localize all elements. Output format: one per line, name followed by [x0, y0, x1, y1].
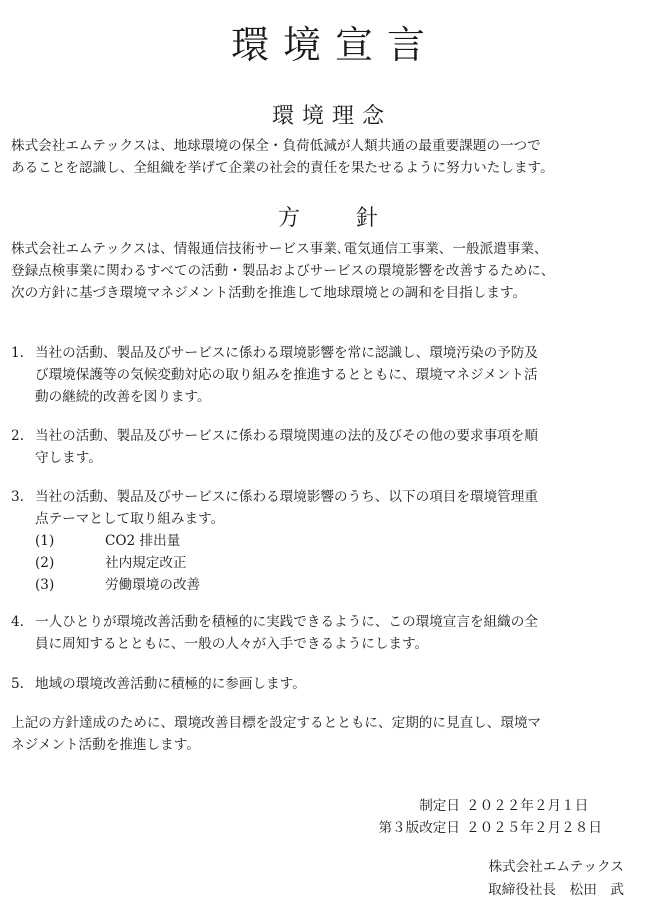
- policy-item-text: 当社の活動、製品及びサービスに係わる環境影響のうち、以下の項目を環境管理重 点テーマとして取り組みます。: [35, 489, 538, 527]
- policy-item-4: [11, 611, 641, 655]
- policy-item-3: [11, 486, 641, 596]
- philosophy-heading: 環境理念: [271, 104, 392, 129]
- subitem-number: (1): [35, 533, 55, 549]
- policy-heading: 方針: [277, 206, 434, 231]
- established-date-label: 制定日: [419, 798, 460, 814]
- policy-item-text: 一人ひとりが環境改善活動を積極的に実践できるように、この環境宣言を組織の全 員に周知するとともに、一般の人々が入手できるようにします。: [35, 614, 538, 652]
- subitem-number: (3): [35, 577, 55, 593]
- policy-item-number: 3.: [11, 489, 24, 505]
- closing-text: 上記の方針達成のために、環境改善目標を設定するとともに、定期的に見直し、環境マ ネジメント活動を推進します。: [11, 715, 542, 753]
- revised-date-label: 第３版改定日: [378, 820, 460, 836]
- document-title: 環境宣言: [230, 23, 439, 67]
- subitem-text: 労働環境の改善: [105, 577, 201, 593]
- theme-subitem-3: [35, 574, 641, 596]
- revised-date-value: ２０２５年２月２８日: [466, 820, 602, 836]
- policy-item-2: [11, 425, 641, 469]
- policy-item-number: 5.: [11, 676, 24, 692]
- subitem-number: (2): [35, 555, 55, 571]
- policy-item-number: 4.: [11, 614, 24, 630]
- policy-text: 株式会社エムテックスは、情報通信技術サービス事業､電気通信工事業、一般派遣事業、 登録点検事業に関わるすべての活動・製品およびサービスの環境影響を改善するために、 次の方針に基づき環境マネジメント活動を推進して地球環境との調和を目指します。: [11, 241, 555, 301]
- policy-item-1: [11, 342, 641, 408]
- policy-item-5: [11, 673, 641, 695]
- representative-signature: 取締役社長 松田 武: [488, 882, 624, 898]
- policy-item-text: 当社の活動、製品及びサービスに係わる環境影響を常に認識し、環境汚染の予防及 び環境保護等の気候変動対応の取り組みを推進するとともに、環境マネジメント活 動の継続的改善を図ります。: [35, 345, 538, 405]
- policy-item-text: 地域の環境改善活動に積極的に参画します。: [35, 676, 306, 692]
- subitem-text: 社内規定改正: [105, 555, 187, 571]
- theme-subitem-1: [35, 530, 641, 552]
- policy-item-text: 当社の活動、製品及びサービスに係わる環境関連の法的及びその他の要求事項を順 守します。: [35, 428, 538, 466]
- philosophy-text: 株式会社エムテックスは、地球環境の保全・負荷低減が人類共通の最重要課題の一つで あることを認識し、全組織を挙げて企業の社会的責任を果たせるように努力いたします。: [11, 138, 554, 176]
- policy-item-number: 2.: [11, 428, 24, 444]
- theme-subitem-2: [35, 552, 641, 574]
- company-name: 株式会社エムテックス: [488, 859, 624, 875]
- subitem-text: CO2 排出量: [105, 533, 181, 549]
- policy-item-number: 1.: [11, 345, 24, 361]
- established-date-value: ２０２２年２月１日: [466, 798, 589, 814]
